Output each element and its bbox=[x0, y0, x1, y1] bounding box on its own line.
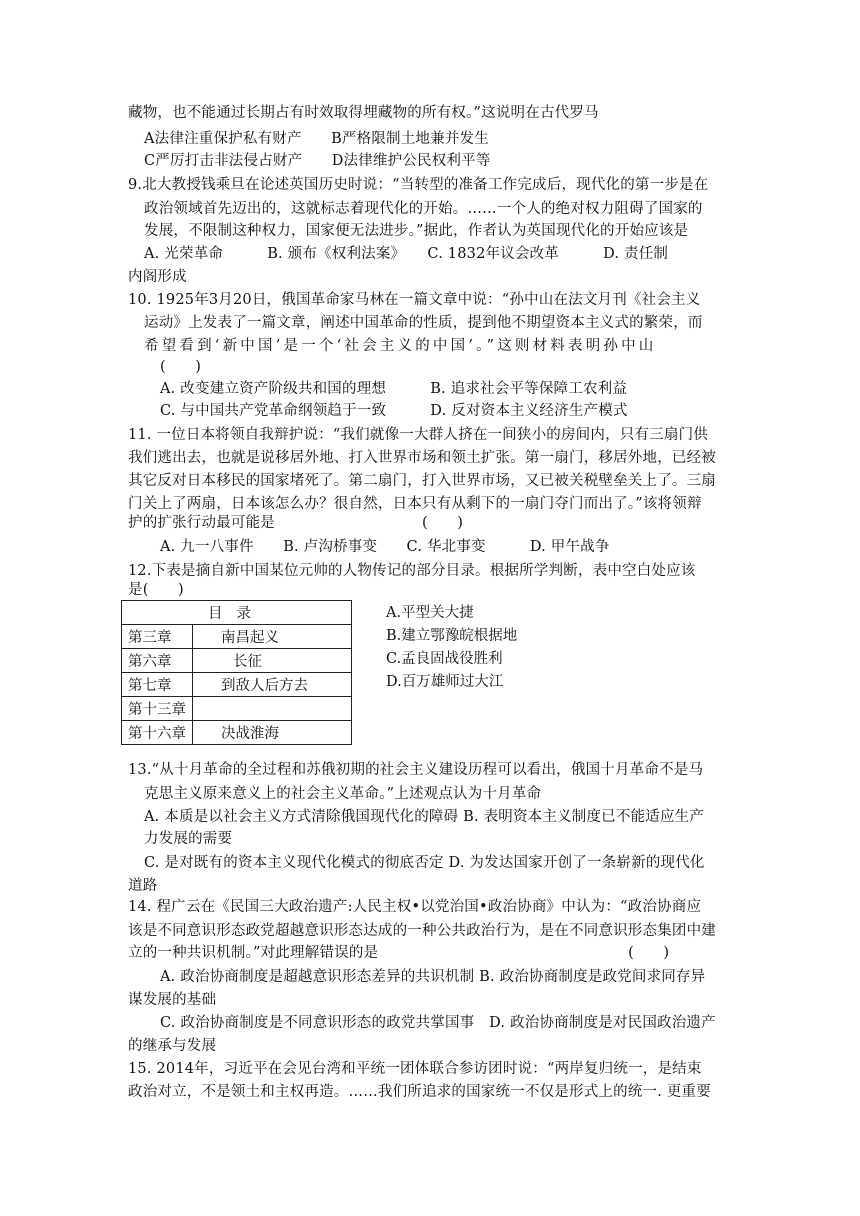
toc-title: 长征 bbox=[193, 649, 352, 673]
option-line: 谋发展的基础 bbox=[128, 992, 217, 1008]
question-text: 其它反对日本移民的国家堵死了。第二扇门，打入世界市场，又已被关税壁垒关上了。三扇 bbox=[128, 473, 716, 489]
toc-chapter: 第六章 bbox=[122, 649, 193, 673]
toc-title-blank bbox=[193, 697, 352, 721]
toc-chapter: 第七章 bbox=[122, 673, 193, 697]
answer-blank: 是( ) bbox=[128, 582, 184, 598]
question-text: 立的一种共识机制。”对此理解错误的是 ( ) bbox=[128, 945, 670, 961]
option-line: 的继承与发展 bbox=[128, 1038, 217, 1054]
question-text: 该是不同意识形态政党超越意识形态达成的一种公共政治行为，是在不同意识形态集团中建 bbox=[128, 923, 716, 939]
question-text: 我们逃出去，也就是说移居外地、打入世界市场和领土扩张。第一扇门，移居外地，已经被 bbox=[128, 450, 716, 466]
question-text: 希望看到‘新中国’是一个‘社会主义的中国’。”这则材料表明孙中山 bbox=[144, 338, 657, 354]
question-10-stem: 10. 1925年3月20日，俄国革命家马林在一篇文章中说：“孙中山在法文月刊《社会主义 bbox=[128, 292, 701, 308]
q12-option-b: B.建立鄂豫皖根据地 bbox=[386, 628, 518, 644]
option-line: A法律注重保护私有财产 B严格限制土地兼并发生 bbox=[144, 131, 489, 147]
toc-title: 决战淮海 bbox=[193, 721, 352, 745]
option-line: 道路 bbox=[128, 878, 158, 894]
option-line: C. 政治协商制度是不同意识形态的政党共掌国事 D. 政治协商制度是对民国政治遗产 bbox=[160, 1015, 716, 1031]
question-13-stem: 13.“从十月革命的全过程和苏俄初期的社会主义建设历程可以看出，俄国十月革命不是马 bbox=[128, 762, 704, 778]
toc-chapter: 第十三章 bbox=[122, 697, 193, 721]
table-row bbox=[122, 625, 352, 649]
question-text: 发展，不限制这种权力，国家便无法进步。”据此，作者认为英国现代化的开始应该是 bbox=[144, 223, 689, 239]
toc-title: 到敌人后方去 bbox=[193, 673, 352, 697]
option-line: A. 政治协商制度是超越意识形态差异的共识机制 B. 政治协商制度是政党间求同存异 bbox=[160, 969, 706, 985]
question-14-stem: 14. 程广云在《民国三大政治遗产:人民主权•以党治国•政治协商》中认为：“政治协商应 bbox=[128, 899, 702, 915]
table-row bbox=[122, 673, 352, 697]
option-line: A. 本质是以社会主义方式清除俄国现代化的障碍 B. 表明资本主义制度已不能适应生产 bbox=[144, 809, 705, 825]
table-row bbox=[122, 697, 352, 721]
question-text: 门关上了两扇，日本该怎么办？很自然，日本只有从剩下的一扇门夺门而出了。”该将领辩 bbox=[128, 496, 702, 512]
option-line: A. 九一八事件 B. 卢沟桥事变 C. 华北事变 D. 甲午战争 bbox=[160, 539, 610, 555]
question-text: 克思主义原来意义上的社会主义革命。”上述观点认为十月革命 bbox=[144, 786, 542, 802]
question-text: 藏物，也不能通过长期占有时效取得埋藏物的所有权。”这说明在古代罗马 bbox=[128, 105, 599, 121]
question-11-stem: 11. 一位日本将领自我辩护说：“我们就像一大群人挤在一间狭小的房间内，只有三扇门供 bbox=[128, 427, 708, 443]
toc-chapter: 第三章 bbox=[122, 625, 193, 649]
question-12-stem: 12.下表是摘自新中国某位元帅的人物传记的部分目录。根据所学判断，表中空白处应该 bbox=[128, 563, 696, 579]
toc-title: 南昌起义 bbox=[193, 625, 352, 649]
table-of-contents bbox=[121, 600, 352, 745]
question-15-stem: 15. 2014年，习近平在会见台湾和平统一团体联合参访团时说：“两岸复归统一，是结束 bbox=[128, 1061, 702, 1077]
option-line: 内阁形成 bbox=[128, 269, 187, 285]
question-text: 政治领域首先迈出的，这就标志着现代化的开始。……一个人的绝对权力阻碍了国家的 bbox=[144, 201, 703, 217]
question-text: 护的扩张行动最可能是 ( ) bbox=[128, 515, 464, 531]
option-line: 力发展的需要 bbox=[144, 831, 233, 847]
question-9-stem: 9.北大教授钱乘旦在论述英国历史时说：“当转型的准备工作完成后，现代化的第一步是在 bbox=[128, 177, 709, 193]
toc-chapter: 第十六章 bbox=[122, 721, 193, 745]
option-line: C. 是对既有的资本主义现代化模式的彻底否定 D. 为发达国家开创了一条崭新的现代化 bbox=[144, 855, 705, 871]
option-line: A. 光荣革命 B. 颁布《权利法案》 C. 1832年议会改革 D. 责任制 bbox=[144, 246, 669, 262]
question-text: 运动》上发表了一篇文章，阐述中国革命的性质，提到他不期望资本主义式的繁荣，而 bbox=[144, 315, 703, 331]
table-row bbox=[122, 721, 352, 745]
question-text: 政治对立，不是领土和主权再造。……我们所追求的国家统一不仅是形式上的统一. 更重要 bbox=[128, 1084, 711, 1100]
option-line: A. 改变建立资产阶级共和国的理想 B. 追求社会平等保障工农利益 bbox=[160, 381, 628, 397]
table-row bbox=[122, 649, 352, 673]
toc-header: 目录 bbox=[122, 601, 352, 625]
q12-option-c: C.孟良固战役胜利 bbox=[386, 651, 503, 667]
q12-option-d: D.百万雄师过大江 bbox=[386, 674, 504, 690]
answer-blank: ( ) bbox=[160, 359, 202, 375]
option-line: C严厉打击非法侵占财产 D法律维护公民权利平等 bbox=[144, 153, 491, 169]
option-line: C. 与中国共产党革命纲领趋于一致 D. 反对资本主义经济生产模式 bbox=[160, 403, 628, 419]
q12-option-a: A.平型关大捷 bbox=[386, 605, 474, 621]
